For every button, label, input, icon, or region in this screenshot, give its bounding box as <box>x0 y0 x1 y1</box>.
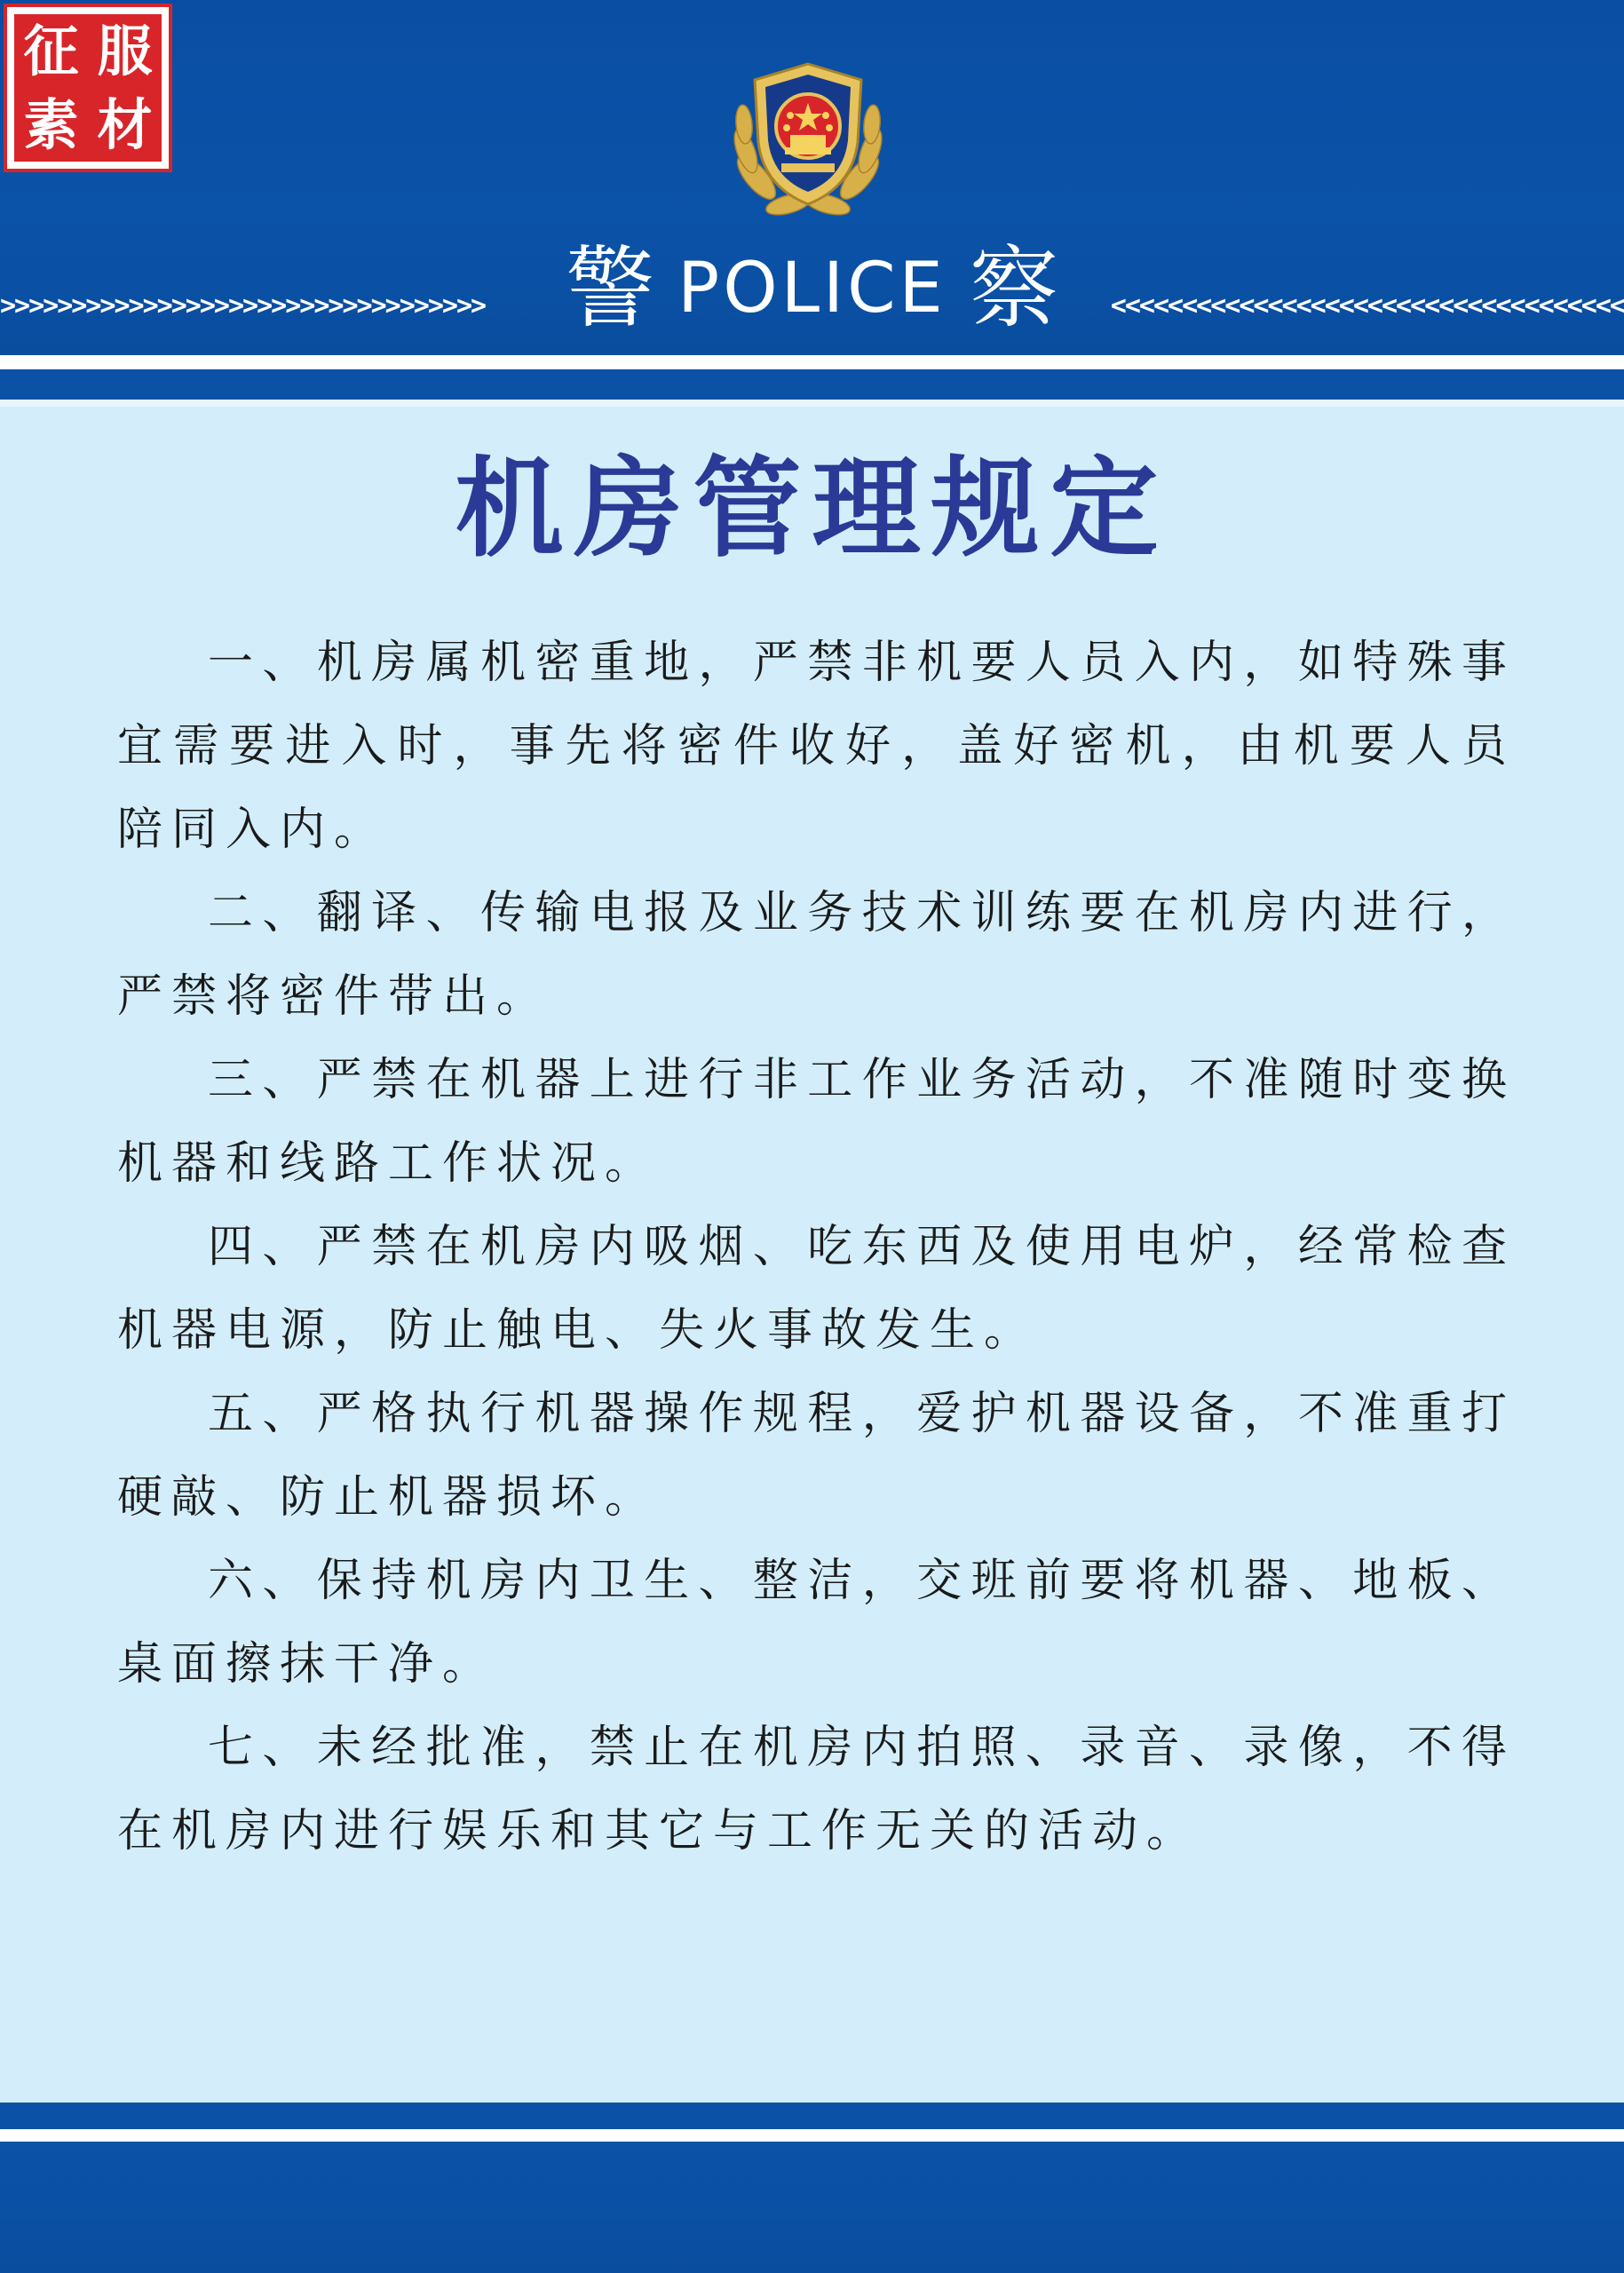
rule-item: 一、机房属机密重地，严禁非机要人员入内，如特殊事宜需要进入时，事先将密件收好，盖好密机，由机要人员陪同入内。 <box>117 637 1516 856</box>
rule-item: 五、严格执行机器操作规程，爱护机器设备，不准重打硬敲、防止机器损坏。 <box>117 1388 1516 1524</box>
police-title-left-char: 警 <box>566 236 655 340</box>
watermark-stamp <box>4 4 172 172</box>
watermark-char: 服 <box>97 18 153 83</box>
header-divider-thin <box>0 400 1624 407</box>
watermark-stamp-grid <box>14 14 162 162</box>
rule-item: 六、保持机房内卫生、整洁，交班前要将机器、地板、桌面擦抹干净。 <box>117 1555 1516 1691</box>
rule-item: 七、未经批准，禁止在机房内拍照、录音、录像，不得在机房内进行娱乐和其它与工作无关的活动。 <box>117 1722 1516 1857</box>
header-divider <box>0 355 1624 369</box>
chevron-decoration-right: <<<<<<<<<<<<<<<<<<<<<<<<<<<<<<<<<<<< <box>1110 293 1624 320</box>
watermark-char: 征 <box>23 18 79 83</box>
police-emblem-icon <box>719 53 897 231</box>
footer-divider <box>0 2129 1624 2142</box>
footer-divider-band <box>0 2103 1624 2129</box>
police-title-english: POLICE <box>677 249 947 329</box>
rules-list <box>117 622 1516 1873</box>
header-divider-band <box>0 369 1624 400</box>
police-title-right-char: 察 <box>969 236 1058 340</box>
rule-item: 二、翻译、传输电报及业务技术训练要在机房内进行，严禁将密件带出。 <box>117 887 1516 1023</box>
rule-item: 四、严禁在机房内吸烟、吃东西及使用电炉，经常检查机器电源，防止触电、失火事故发生。 <box>117 1221 1516 1357</box>
police-header-title <box>0 236 1624 340</box>
watermark-char: 素 <box>23 91 79 157</box>
watermark-char: 材 <box>97 91 153 157</box>
rule-item: 三、严禁在机器上进行非工作业务活动，不准随时变换机器和线路工作状况。 <box>117 1054 1516 1190</box>
document-title: 机房管理规定 <box>455 446 1169 572</box>
footer-banner <box>0 2142 1624 2273</box>
chevron-decoration-left: >>>>>>>>>>>>>>>>>>>>>>>>>>>>>>>>>> <box>0 293 486 320</box>
